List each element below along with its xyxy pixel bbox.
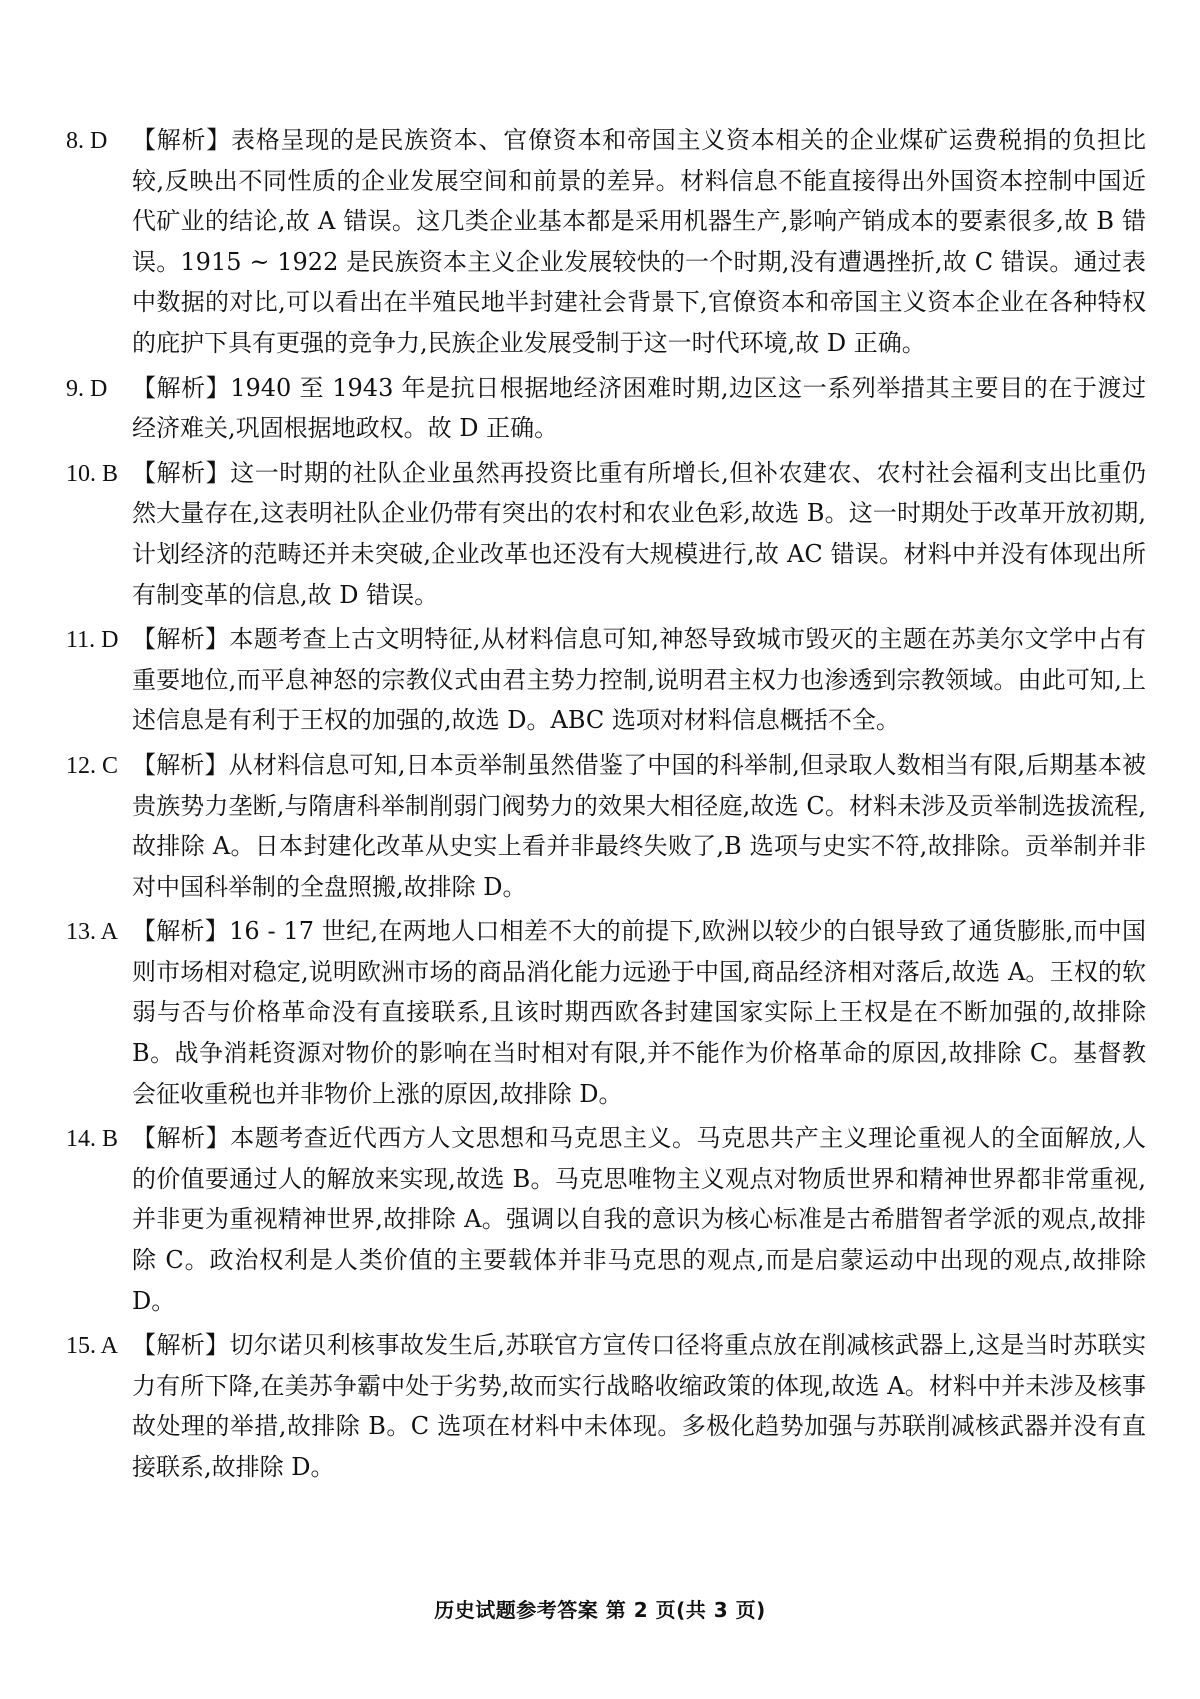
answer-explanation: 表格呈现的是民族资本、官僚资本和帝国主义资本相关的企业煤矿运费税捐的负担比较,反映出不同性质的企业发展空间和前景的差异。材料信息不能直接得出外国资本控制中国近代矿业的结论,故 A 错误。这几类企业基本都是采用机器生产,影响产销成本的要素很多,故 B 错误。1915 ~ 1922 是民族资本主义企业发展较快的一个时期,没有遭遇挫折,故 C 错误。通过表中数据的对比,可以看出在半殖民地半封建社会背景下,官僚资本和帝国主义资本企业在各种特权的庇护下具有更强的竞争力,民族企业发展受制于这一时代环境,故 D 正确。 <box>132 126 1146 357</box>
answer-explanation: 本题考查上古文明特征,从材料信息可知,神怒导致城市毁灭的主题在苏美尔文学中占有重要地位,而平息神怒的宗教仪式由君主势力控制,说明君主权力也渗透到宗教领域。由此可知,上述信息是有利于王权的加强的,故选 D。ABC 选项对材料信息概括不全。 <box>132 625 1146 735</box>
answer-explanation: 这一时期的社队企业虽然再投资比重有所增长,但补农建农、农村社会福利支出比重仍然大量存在,这表明社队企业仍带有突出的农村和农业色彩,故选 B。这一时期处于改革开放初期,计划经济的范畴还并未突破,企业改革也还没有大规模进行,故 AC 错误。材料中并没有体现出所有制变革的信息,故 D 错误。 <box>132 458 1146 609</box>
answer-number: 10. B <box>66 460 119 487</box>
answer-item-13 <box>66 911 1146 1114</box>
answer-explanation: 从材料信息可知,日本贡举制虽然借鉴了中国的科举制,但录取人数相当有限,后期基本被贵族势力垄断,与隋唐科举制削弱门阀势力的效果大相径庭,故选 C。材料未涉及贡举制选拔流程,故排除 A。日本封建化改革从史实上看并非最终失败了,B 选项与史实不符,故排除。贡举制并非对中国科举制的全盘照搬,故排除 D。 <box>132 750 1147 901</box>
answer-item-8 <box>66 120 1146 364</box>
page-footer: 历史试题参考答案 第 2 页(共 3 页) <box>434 1598 766 1622</box>
answer-item-14 <box>66 1118 1146 1321</box>
answer-item-12 <box>66 745 1146 907</box>
answer-explanation: 16 - 17 世纪,在两地人口相差不大的前提下,欧洲以较少的白银导致了通货膨胀,而中国则市场相对稳定,说明欧洲市场的商品消化能力远逊于中国,商品经济相对落后,故选 A。王权的软弱与否与价格革命没有直接联系,且该时期西欧各封建国家实际上王权是在不断加强的,故排除 B。战争消耗资源对物价的影响在当时相对有限,并不能作为价格革命的原因,故排除 C。基督教会征收重税也并非物价上涨的原因,故排除 D。 <box>132 917 1147 1108</box>
analysis-tag: 【解析】 <box>132 917 230 946</box>
answer-number: 14. B <box>66 1126 119 1153</box>
answer-item-10 <box>66 453 1146 615</box>
answer-number: 8. D <box>66 128 108 154</box>
answer-number: 9. D <box>66 375 108 402</box>
analysis-tag: 【解析】 <box>132 1124 231 1153</box>
answer-explanation: 1940 至 1943 年是抗日根据地经济困难时期,边区这一系列举措其主要目的在于渡过经济难关,巩固根据地政权。故 D 正确。 <box>132 373 1147 443</box>
answer-number: 15. A <box>66 1333 119 1360</box>
answer-list <box>66 120 1146 1492</box>
answer-explanation: 切尔诺贝利核事故发生后,苏联官方宣传口径将重点放在削减核武器上,这是当时苏联实力有所下降,在美苏争霸中处于劣势,故而实行战略收缩政策的体现,故选 A。材料中并未涉及核事故处理的举措,故排除 B。C 选项在材料中未体现。多极化趋势加强与苏联削减核武器并没有直接联系,故排除 D。 <box>132 1331 1146 1481</box>
answer-number: 13. A <box>66 919 119 946</box>
answer-item-11 <box>66 619 1146 741</box>
answer-explanation: 本题考查近代西方人文思想和马克思主义。马克思共产主义理论重视人的全面解放,人的价值要通过人的解放来实现,故选 B。马克思唯物主义观点对物质世界和精神世界都非常重视,并非更为重视精神世界,故排除 A。强调以自我的意识为核心标准是古希腊智者学派的观点,故排除 C。政治权利是人类价值的主要载体并非马克思的观点,而是启蒙运动中出现的观点,故排除 D。 <box>132 1124 1146 1315</box>
answer-item-15 <box>66 1325 1146 1487</box>
analysis-tag: 【解析】 <box>132 625 230 654</box>
analysis-tag: 【解析】 <box>132 458 231 487</box>
answer-number: 12. C <box>66 752 119 779</box>
answer-item-9 <box>66 368 1146 449</box>
answer-number: 11. D <box>66 627 119 654</box>
analysis-tag: 【解析】 <box>132 750 229 779</box>
analysis-tag: 【解析】 <box>132 373 231 402</box>
analysis-tag: 【解析】 <box>132 126 231 154</box>
analysis-tag: 【解析】 <box>132 1331 230 1360</box>
